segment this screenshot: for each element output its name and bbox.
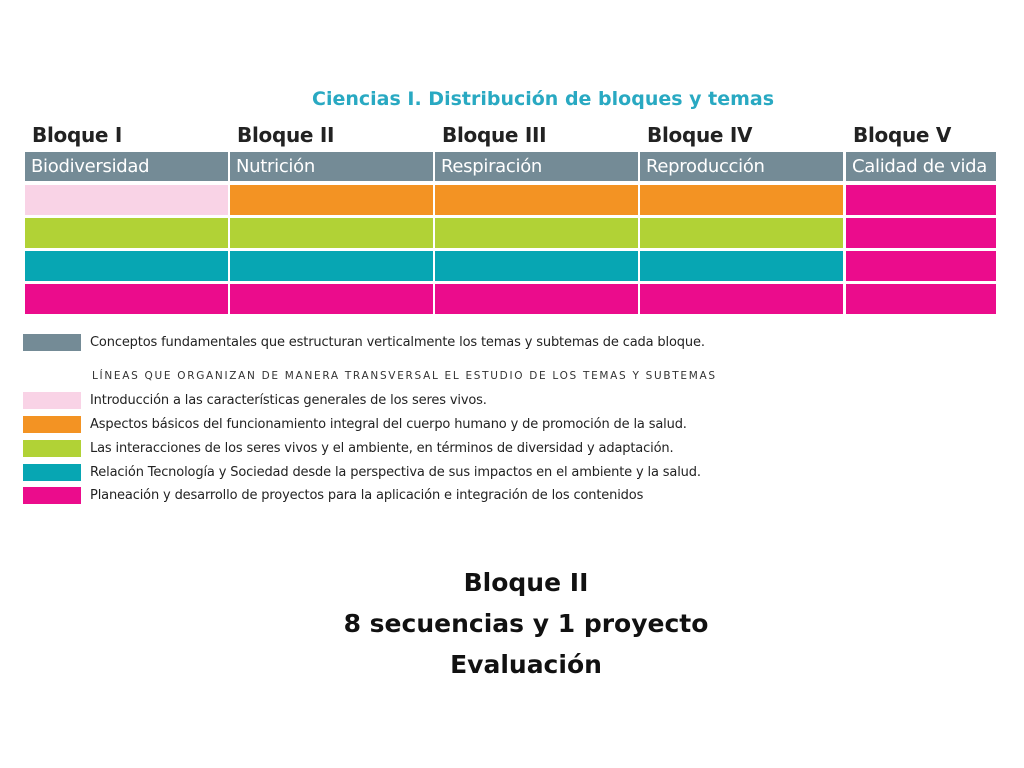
grid-cell [25,218,228,248]
grid-cell [230,185,433,215]
block-topic-header: Biodiversidad [25,152,228,181]
grid-cell [846,185,996,215]
legend-item-text: Las interacciones de los seres vivos y el ambiente, en términos de diversidad y adaptación. [90,441,674,456]
grid-cell [640,284,843,314]
block-label: Bloque II [237,123,335,147]
grid-cell [640,185,843,215]
grid-cell [435,218,638,248]
legend-item-text: Introducción a las características generales de los seres vivos. [90,393,487,408]
legend-swatch [23,487,81,504]
legend-item-text: Planeación y desarrollo de proyectos para la aplicación e integración de los contenidos [90,488,644,503]
grid-cell [230,284,433,314]
grid-cell [846,251,996,281]
grid-cell [640,218,843,248]
legend-swatch [23,416,81,433]
block-label: Bloque I [32,123,122,147]
block-topic-header: Reproducción [640,152,843,181]
legend-item-text: Aspectos básicos del funcionamiento integral del cuerpo humano y de promoción de la salud. [90,417,687,432]
legend-swatch [23,440,81,457]
grid-cell [846,284,996,314]
legend-heading: LÍNEAS QUE ORGANIZAN DE MANERA TRANSVERSAL EL ESTUDIO DE LOS TEMAS Y SUBTEMAS [92,370,717,382]
grid-cell [846,218,996,248]
block-label: Bloque III [442,123,547,147]
grid-cell [230,251,433,281]
grid-cell [25,185,228,215]
legend-item-text: Relación Tecnología y Sociedad desde la perspectiva de sus impactos en el ambiente y la salud. [90,465,701,480]
slide-caption [0,562,1024,685]
block-topic-header: Calidad de vida [846,152,996,181]
legend-concepts-text: Conceptos fundamentales que estructuran verticalmente los temas y subtemas de cada bloque. [90,335,705,350]
grid-cell [435,251,638,281]
caption-evaluation: Evaluación [450,650,602,679]
block-topic-header: Nutrición [230,152,433,181]
caption-sequences: 8 secuencias y 1 proyecto [343,609,709,638]
legend-concepts-swatch [23,334,81,351]
grid-cell [435,284,638,314]
legend-swatch [23,464,81,481]
grid-cell [435,185,638,215]
caption-block: Bloque II [463,568,589,597]
grid-cell [230,218,433,248]
grid-cell [640,251,843,281]
block-topic-header: Respiración [435,152,638,181]
block-label: Bloque IV [647,123,753,147]
block-label: Bloque V [853,123,952,147]
legend-swatch [23,392,81,409]
grid-cell [25,251,228,281]
figure-title: Ciencias I. Distribución de bloques y temas [312,88,775,110]
grid-cell [25,284,228,314]
